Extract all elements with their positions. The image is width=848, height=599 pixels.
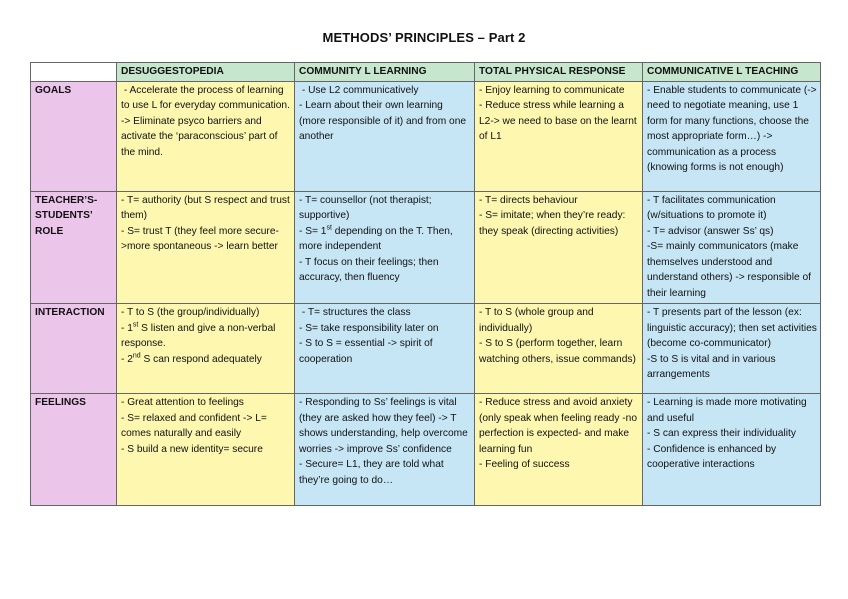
cell-line: - S build a new identity= secure — [121, 443, 263, 455]
cell-line: - Reduce stress while learning a L2-> we need to base on the learnt of L1 — [479, 100, 640, 142]
table-cell — [117, 81, 295, 191]
cell-line: - S to S = essential -> spirit of cooperation — [299, 338, 436, 365]
row-header: GOALS — [31, 81, 117, 191]
cell-line: - Learning is made more motivating and useful — [647, 397, 810, 424]
cell-line: - S= take responsibility later on — [299, 322, 439, 334]
table-cell — [475, 394, 643, 506]
table-cell — [475, 304, 643, 394]
table-cell — [117, 394, 295, 506]
methods-table — [30, 62, 821, 506]
column-header: TOTAL PHYSICAL RESPONSE — [475, 63, 643, 82]
cell-line: - S= 1st depending on the T. Then, more independent — [299, 224, 456, 252]
cell-line: - Use L2 communicatively — [299, 84, 419, 96]
table-row — [31, 191, 821, 304]
cell-line: - 2nd S can respond adequately — [121, 352, 262, 365]
cell-line: - Enable students to communicate (-> need to negotiate meaning, use 1 form for many functions, choose the most appropriate form…) -> communication as a process (knowing forms is not enough) — [647, 84, 820, 173]
row-header: FEELINGS — [31, 394, 117, 506]
cell-line: - S to S (perform together, learn watching others, issue commands) — [479, 338, 636, 365]
row-header: TEACHER’S-STUDENTS’ ROLE — [31, 191, 117, 304]
column-header: DESUGGESTOPEDIA — [117, 63, 295, 82]
table-cell — [295, 304, 475, 394]
cell-line: - T facilitates communication (w/situations to promote it) — [647, 194, 779, 221]
table-cell — [643, 394, 821, 506]
cell-line: - Great attention to feelings — [121, 397, 244, 408]
cell-line: - Enjoy learning to communicate — [479, 84, 625, 96]
column-header: COMMUNITY L LEARNING — [295, 63, 475, 82]
cell-line: - Feeling of success — [479, 459, 570, 470]
table-cell — [295, 81, 475, 191]
cell-line: - S= imitate; when they’re ready: they speak (directing activities) — [479, 210, 629, 237]
corner-cell — [31, 63, 117, 82]
cell-line: - 1st S listen and give a non-verbal response. — [121, 321, 279, 349]
table-cell — [295, 191, 475, 304]
cell-line: - T= advisor (answer Ss’ qs) — [647, 225, 774, 237]
cell-line: - T= authority (but S respect and trust them) — [121, 194, 293, 221]
page-title: METHODS’ PRINCIPLES – Part 2 — [322, 30, 526, 45]
cell-line: - T focus on their feelings; then accuracy, then fluency — [299, 256, 442, 283]
table-cell — [643, 81, 821, 191]
table-row — [31, 394, 821, 506]
table-cell — [475, 81, 643, 191]
cell-line: - T to S (whole group and individually) — [479, 307, 597, 334]
cell-line: - Secure= L1, they are told what they’re going to do… — [299, 459, 447, 486]
cell-line: -S= mainly communicators (make themselves understood and understand others) -> responsible of their learning — [647, 241, 814, 299]
table-row — [31, 304, 821, 394]
cell-line: - Reduce stress and avoid anxiety (only speak when feeling ready -no perfection is expected- and make learning fun — [479, 397, 640, 455]
header-row — [31, 63, 821, 82]
cell-line: - Accelerate the process of learning to use L for everyday communication. -> Eliminate psyco barriers and activate the ‘paraconscious’ part of the mind. — [121, 84, 293, 158]
cell-line: - Confidence is enhanced by cooperative interactions — [647, 443, 779, 470]
cell-line: - Responding to Ss’ feelings is vital (they are asked how they feel) -> T shows understanding, help overcome worries -> improve Ss’ confidence — [299, 397, 471, 455]
table-cell — [475, 191, 643, 304]
cell-line: - T to S (the group/individually) — [121, 307, 260, 318]
table-cell — [117, 304, 295, 394]
cell-line: -S to S is vital and in various arrangements — [647, 353, 779, 380]
cell-line: - T= structures the class — [299, 307, 411, 318]
cell-line: - S can express their individuality — [647, 428, 796, 439]
table-cell — [643, 304, 821, 394]
table-cell — [295, 394, 475, 506]
cell-line: - S= relaxed and confident -> L= comes naturally and easily — [121, 412, 270, 439]
table-cell — [643, 191, 821, 304]
table-row — [31, 81, 821, 191]
cell-line: - T= directs behaviour — [479, 194, 578, 206]
cell-line: - Learn about their own learning (more responsible of it) and from one another — [299, 100, 469, 142]
table-cell — [117, 191, 295, 304]
cell-line: - T presents part of the lesson (ex: linguistic accuracy); then set activities (become co-communicator) — [647, 307, 820, 349]
cell-line: - T= counsellor (not therapist; supportive) — [299, 194, 435, 221]
cell-line: - S= trust T (they feel more secure->more spontaneous -> learn better — [121, 225, 279, 252]
row-header: INTERACTION — [31, 304, 117, 394]
column-header: COMMUNICATIVE L TEACHING — [643, 63, 821, 82]
